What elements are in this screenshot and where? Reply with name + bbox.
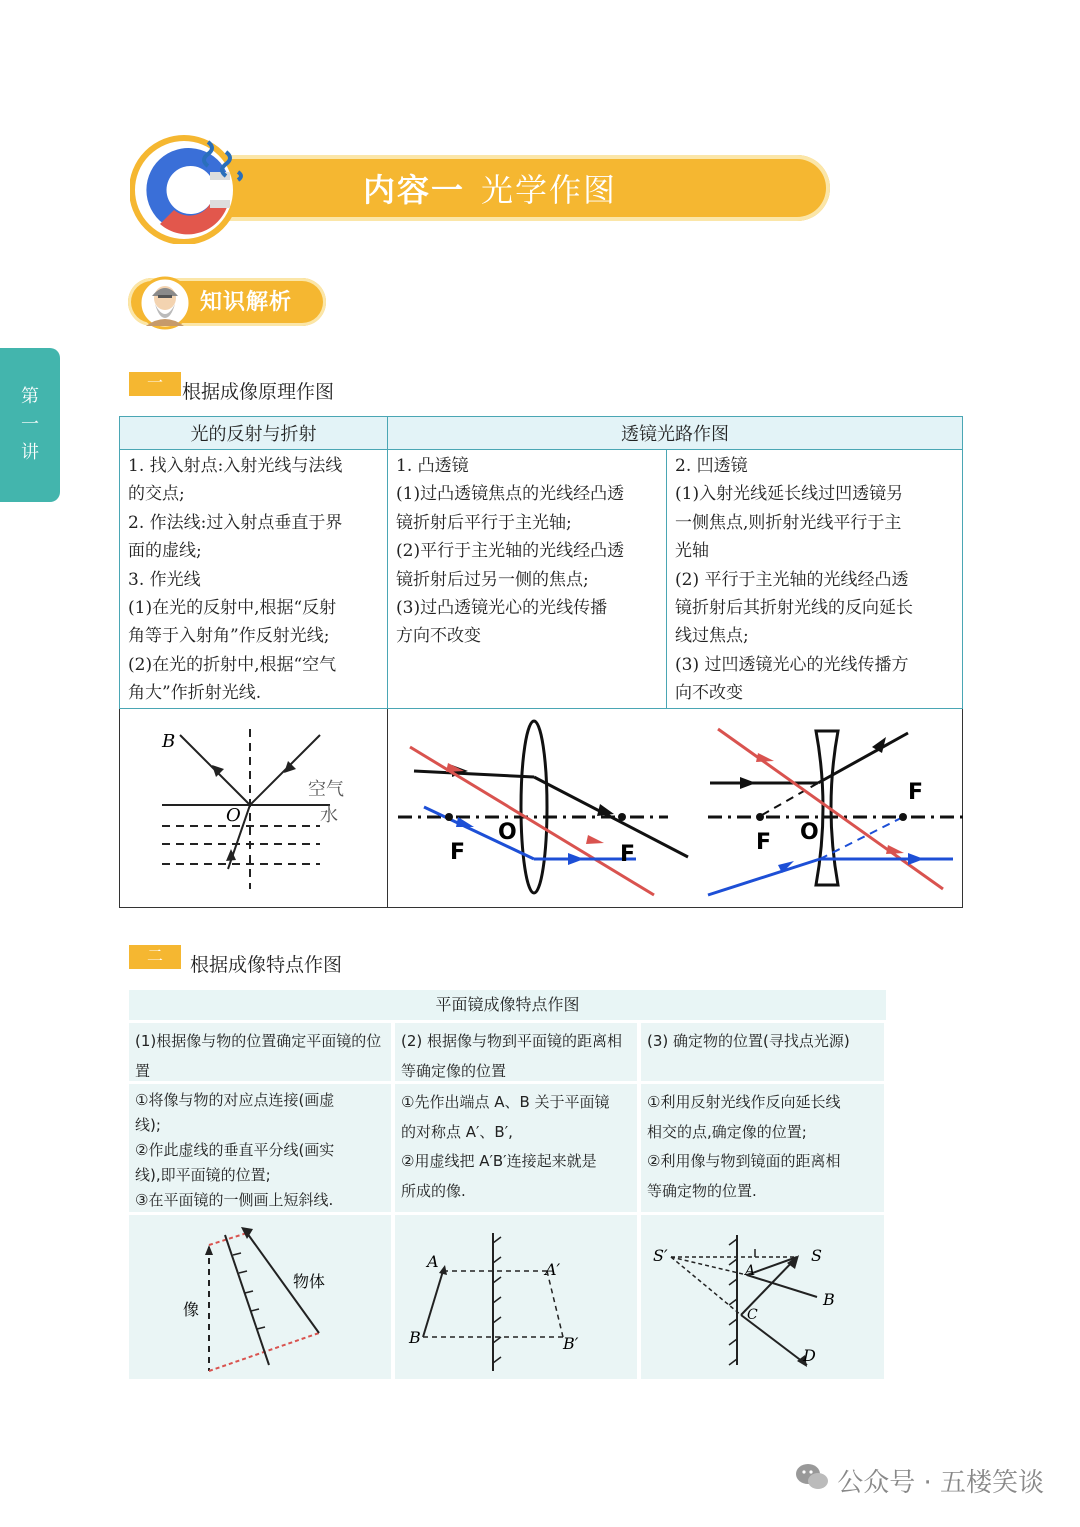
lens-ray-figures	[388, 708, 963, 907]
section-number-badge: 一	[129, 372, 181, 396]
text-line: (2)在光的折射中,根据“空气	[128, 654, 337, 675]
label-B: B	[409, 1328, 421, 1347]
section-number-badge: 二	[129, 945, 181, 969]
text-line: (2)平行于主光轴的光线经凸透	[396, 541, 625, 562]
label-B: B	[162, 730, 176, 752]
text-line: 线过焦点;	[675, 626, 749, 647]
text-line: 线);	[135, 1116, 161, 1134]
text-line: (1)在光的反射中,根据“反射	[128, 598, 337, 619]
section-title: 根据成像特点作图	[190, 954, 343, 976]
section-title: 根据成像原理作图	[182, 381, 335, 403]
table-header: 光的反射与折射	[120, 417, 388, 450]
text-line: 面的虚线;	[128, 541, 202, 562]
text-line: 3. 作光线	[128, 569, 201, 590]
object-position-figure	[641, 1215, 884, 1379]
text-line: ①利用反射光线作反向延长线	[647, 1093, 841, 1111]
text-line: 所成的像.	[401, 1181, 466, 1200]
chapter-side-tab	[0, 348, 60, 502]
text-line: 一侧焦点,则折射光线平行于主	[675, 512, 902, 533]
text-line: 方向不改变	[396, 626, 481, 647]
label-object: 物体	[293, 1272, 326, 1291]
text-line: ②利用像与物到镜面的距离相	[647, 1152, 841, 1170]
text-line: 的交点;	[128, 484, 185, 505]
label-F-right: F	[620, 841, 636, 867]
method-cell	[641, 1084, 884, 1212]
method-cell	[395, 1084, 637, 1212]
text-line: ②作此虚线的垂直平分线(画实	[135, 1141, 335, 1159]
label-C: C	[747, 1307, 758, 1323]
column-heading: (3) 确定物的位置(寻找点光源)	[641, 1023, 884, 1081]
label-image: 像	[183, 1300, 200, 1319]
text-line: (2) 平行于主光轴的光线经凸透	[675, 569, 909, 590]
title-main: 光学作图	[481, 171, 618, 209]
column-heading: (1)根据像与物的位置确定平面镜的位置	[129, 1023, 391, 1081]
label-O-concave: O	[800, 819, 819, 845]
text-line: 角等于入射角”作反射光线;	[128, 626, 330, 647]
text-line: 2. 作法线:过入射点垂直于界	[128, 512, 343, 533]
optics-principle-table	[119, 416, 963, 908]
text-line: (1)入射光线延长线过凹透镜另	[675, 484, 904, 505]
side-tab-char: 讲	[21, 442, 39, 463]
label-air: 空气	[308, 778, 344, 800]
scholar-avatar-icon	[138, 276, 192, 330]
label-F-right: F	[908, 779, 924, 805]
text-line: ①将像与物的对应点连接(画虚	[135, 1091, 335, 1109]
text-line: 线),即平面镜的位置;	[135, 1166, 271, 1184]
text-line: ③在平面镜的一侧画上短斜线.	[135, 1191, 334, 1209]
text-line: 镜折射后过另一侧的焦点;	[396, 569, 589, 590]
title-prefix: 内容一	[362, 171, 465, 209]
text-line: ①先作出端点 A、B 关于平面镜	[401, 1093, 610, 1111]
side-tab-char: 一	[21, 414, 39, 435]
label-O-convex: O	[498, 819, 517, 845]
watermark-text: 公众号 · 五楼笑谈	[837, 1468, 1044, 1498]
wechat-icon	[795, 1462, 829, 1499]
text-line: 相交的点,确定像的位置;	[647, 1122, 807, 1141]
watermark	[795, 1462, 1044, 1499]
text-line: 等确定物的位置.	[647, 1181, 757, 1200]
concave-lens-cell	[667, 450, 963, 709]
label-F-left: F	[756, 829, 772, 855]
page-title	[210, 160, 770, 216]
label-A-prime: A′	[545, 1260, 561, 1279]
label-B: B	[823, 1290, 835, 1309]
text-line: 镜折射后其折射光线的反向延长	[675, 598, 913, 619]
label-D: D	[803, 1346, 816, 1365]
image-position-figure	[395, 1215, 637, 1379]
text-line: 镜折射后平行于主光轴;	[396, 512, 572, 533]
knowledge-badge-label: 知识解析	[200, 290, 293, 315]
method-cell	[129, 1084, 391, 1212]
label-F-left: F	[450, 839, 466, 865]
table-header: 透镜光路作图	[388, 417, 963, 450]
plane-mirror-table	[129, 990, 886, 1379]
label-A: A	[427, 1252, 439, 1271]
text-line: 1. 凸透镜	[396, 456, 469, 476]
label-B-prime: B′	[563, 1334, 579, 1353]
side-tab-char: 第	[21, 386, 39, 407]
reflection-refraction-cell	[120, 450, 388, 709]
mirror-position-figure	[129, 1215, 391, 1379]
text-line: ②用虚线把 A′B′连接起来就是	[401, 1152, 597, 1170]
reflection-refraction-figure	[120, 708, 388, 907]
text-line: 1. 找入射点:入射光线与法线	[128, 456, 343, 476]
label-A: A	[745, 1263, 756, 1279]
text-line: 角大”作折射光线.	[128, 683, 262, 704]
label-water: 水	[320, 804, 338, 826]
column-heading: (2) 根据像与物到平面镜的距离相等确定像的位置	[395, 1023, 637, 1081]
text-line: 光轴	[675, 541, 709, 562]
table-title: 平面镜成像特点作图	[129, 990, 886, 1020]
text-line: (3)过凸透镜光心的光线传播	[396, 598, 608, 619]
convex-lens-cell	[388, 450, 667, 709]
label-S: S	[811, 1246, 822, 1265]
text-line: 2. 凹透镜	[675, 456, 748, 476]
text-line: 向不改变	[675, 683, 743, 704]
text-line: (3) 过凹透镜光心的光线传播方	[675, 654, 909, 675]
label-S-prime: S′	[653, 1246, 668, 1265]
label-O: O	[226, 804, 241, 826]
text-line: 的对称点 A′、B′,	[401, 1122, 513, 1141]
text-line: (1)过凸透镜焦点的光线经凸透	[396, 484, 625, 505]
